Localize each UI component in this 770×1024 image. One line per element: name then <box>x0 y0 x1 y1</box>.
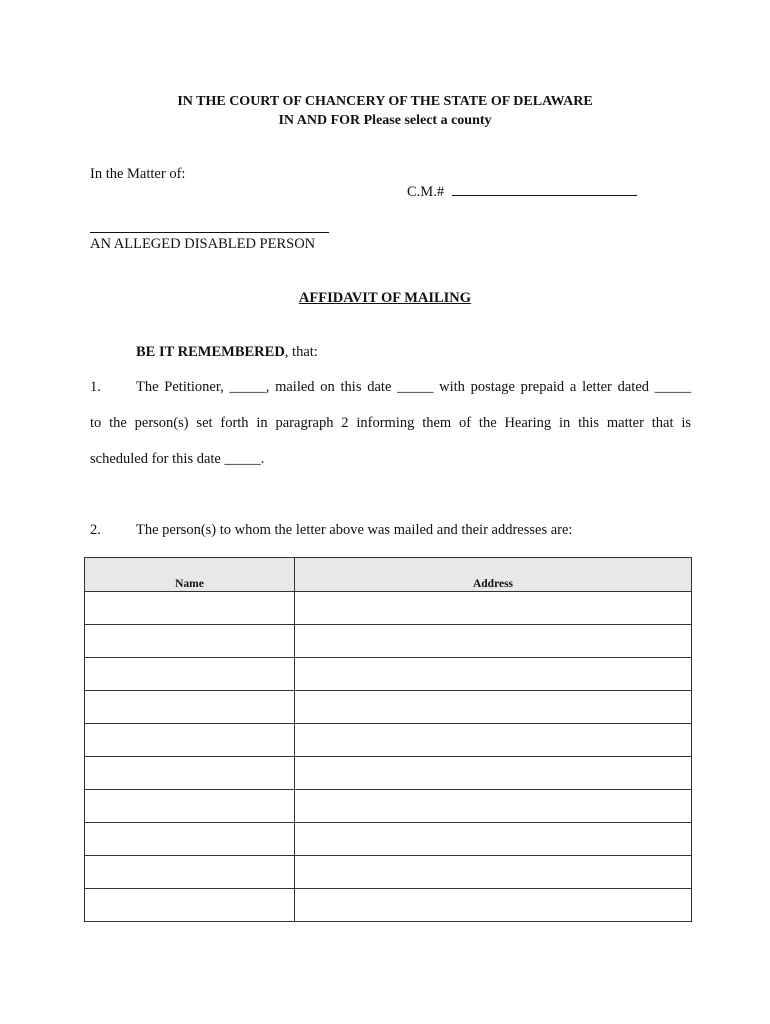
intro-bold: BE IT REMEMBERED <box>136 344 285 360</box>
para2-number: 2. <box>90 522 101 538</box>
court-heading-line-2: IN AND FOR Please select a county <box>278 113 492 128</box>
name-cell[interactable] <box>85 856 295 889</box>
court-heading-line-1: IN THE COURT OF CHANCERY OF THE STATE OF DELAWARE <box>177 94 593 109</box>
address-cell[interactable] <box>295 658 692 691</box>
matter-label: In the Matter of: <box>90 166 186 182</box>
table-row <box>85 823 692 856</box>
party-name-line[interactable] <box>90 232 329 233</box>
name-column-header: Name <box>85 558 295 592</box>
hearing-date-blank[interactable]: _____ <box>224 451 261 467</box>
para1-text-b: , mailed on this date <box>265 379 392 395</box>
address-cell[interactable] <box>295 691 692 724</box>
address-cell[interactable] <box>295 856 692 889</box>
name-cell[interactable] <box>85 625 295 658</box>
para1-line2: to the person(s) set forth in paragraph 2 informing them of the Hearing in this matter that is <box>90 415 691 431</box>
address-cell[interactable] <box>295 724 692 757</box>
table-row <box>85 856 692 889</box>
cm-number-line <box>407 184 637 201</box>
document-title: AFFIDAVIT OF MAILING <box>298 290 472 306</box>
para1-period: . <box>260 451 265 467</box>
table-row <box>85 658 692 691</box>
table-row <box>85 757 692 790</box>
address-cell[interactable] <box>295 889 692 922</box>
address-column-header: Address <box>295 558 692 592</box>
mailing-date-blank[interactable]: _____ <box>397 379 434 395</box>
address-cell[interactable] <box>295 790 692 823</box>
para2-text: The person(s) to whom the letter above was mailed and their addresses are: <box>136 522 573 538</box>
table-row <box>85 625 692 658</box>
name-cell[interactable] <box>85 790 295 823</box>
table-row <box>85 724 692 757</box>
name-cell[interactable] <box>85 658 295 691</box>
petitioner-blank[interactable]: _____ <box>229 379 266 395</box>
address-cell[interactable] <box>295 625 692 658</box>
table-row <box>85 691 692 724</box>
name-cell[interactable] <box>85 691 295 724</box>
name-cell[interactable] <box>85 724 295 757</box>
intro-line <box>136 344 318 361</box>
table-header-row <box>85 558 692 592</box>
para1-text-a: The Petitioner, <box>136 379 224 395</box>
intro-rest: , that: <box>284 344 318 360</box>
cm-number-field[interactable] <box>452 195 637 196</box>
table-row <box>85 889 692 922</box>
name-cell[interactable] <box>85 757 295 790</box>
address-cell[interactable] <box>295 757 692 790</box>
para1-number: 1. <box>90 379 101 395</box>
address-cell[interactable] <box>295 592 692 625</box>
party-label: AN ALLEGED DISABLED PERSON <box>90 236 316 252</box>
para1-text-d: scheduled for this date <box>90 451 221 467</box>
name-cell[interactable] <box>85 592 295 625</box>
para1-text-c: with postage prepaid a letter dated <box>439 379 650 395</box>
table-row <box>85 790 692 823</box>
para1-line3 <box>90 451 264 468</box>
cm-label: C.M.# <box>407 184 445 200</box>
letter-date-blank[interactable]: _____ <box>654 379 692 395</box>
recipients-table <box>84 557 692 922</box>
para1-line1 <box>136 379 691 396</box>
address-cell[interactable] <box>295 823 692 856</box>
name-cell[interactable] <box>85 889 295 922</box>
table-row <box>85 592 692 625</box>
name-cell[interactable] <box>85 823 295 856</box>
